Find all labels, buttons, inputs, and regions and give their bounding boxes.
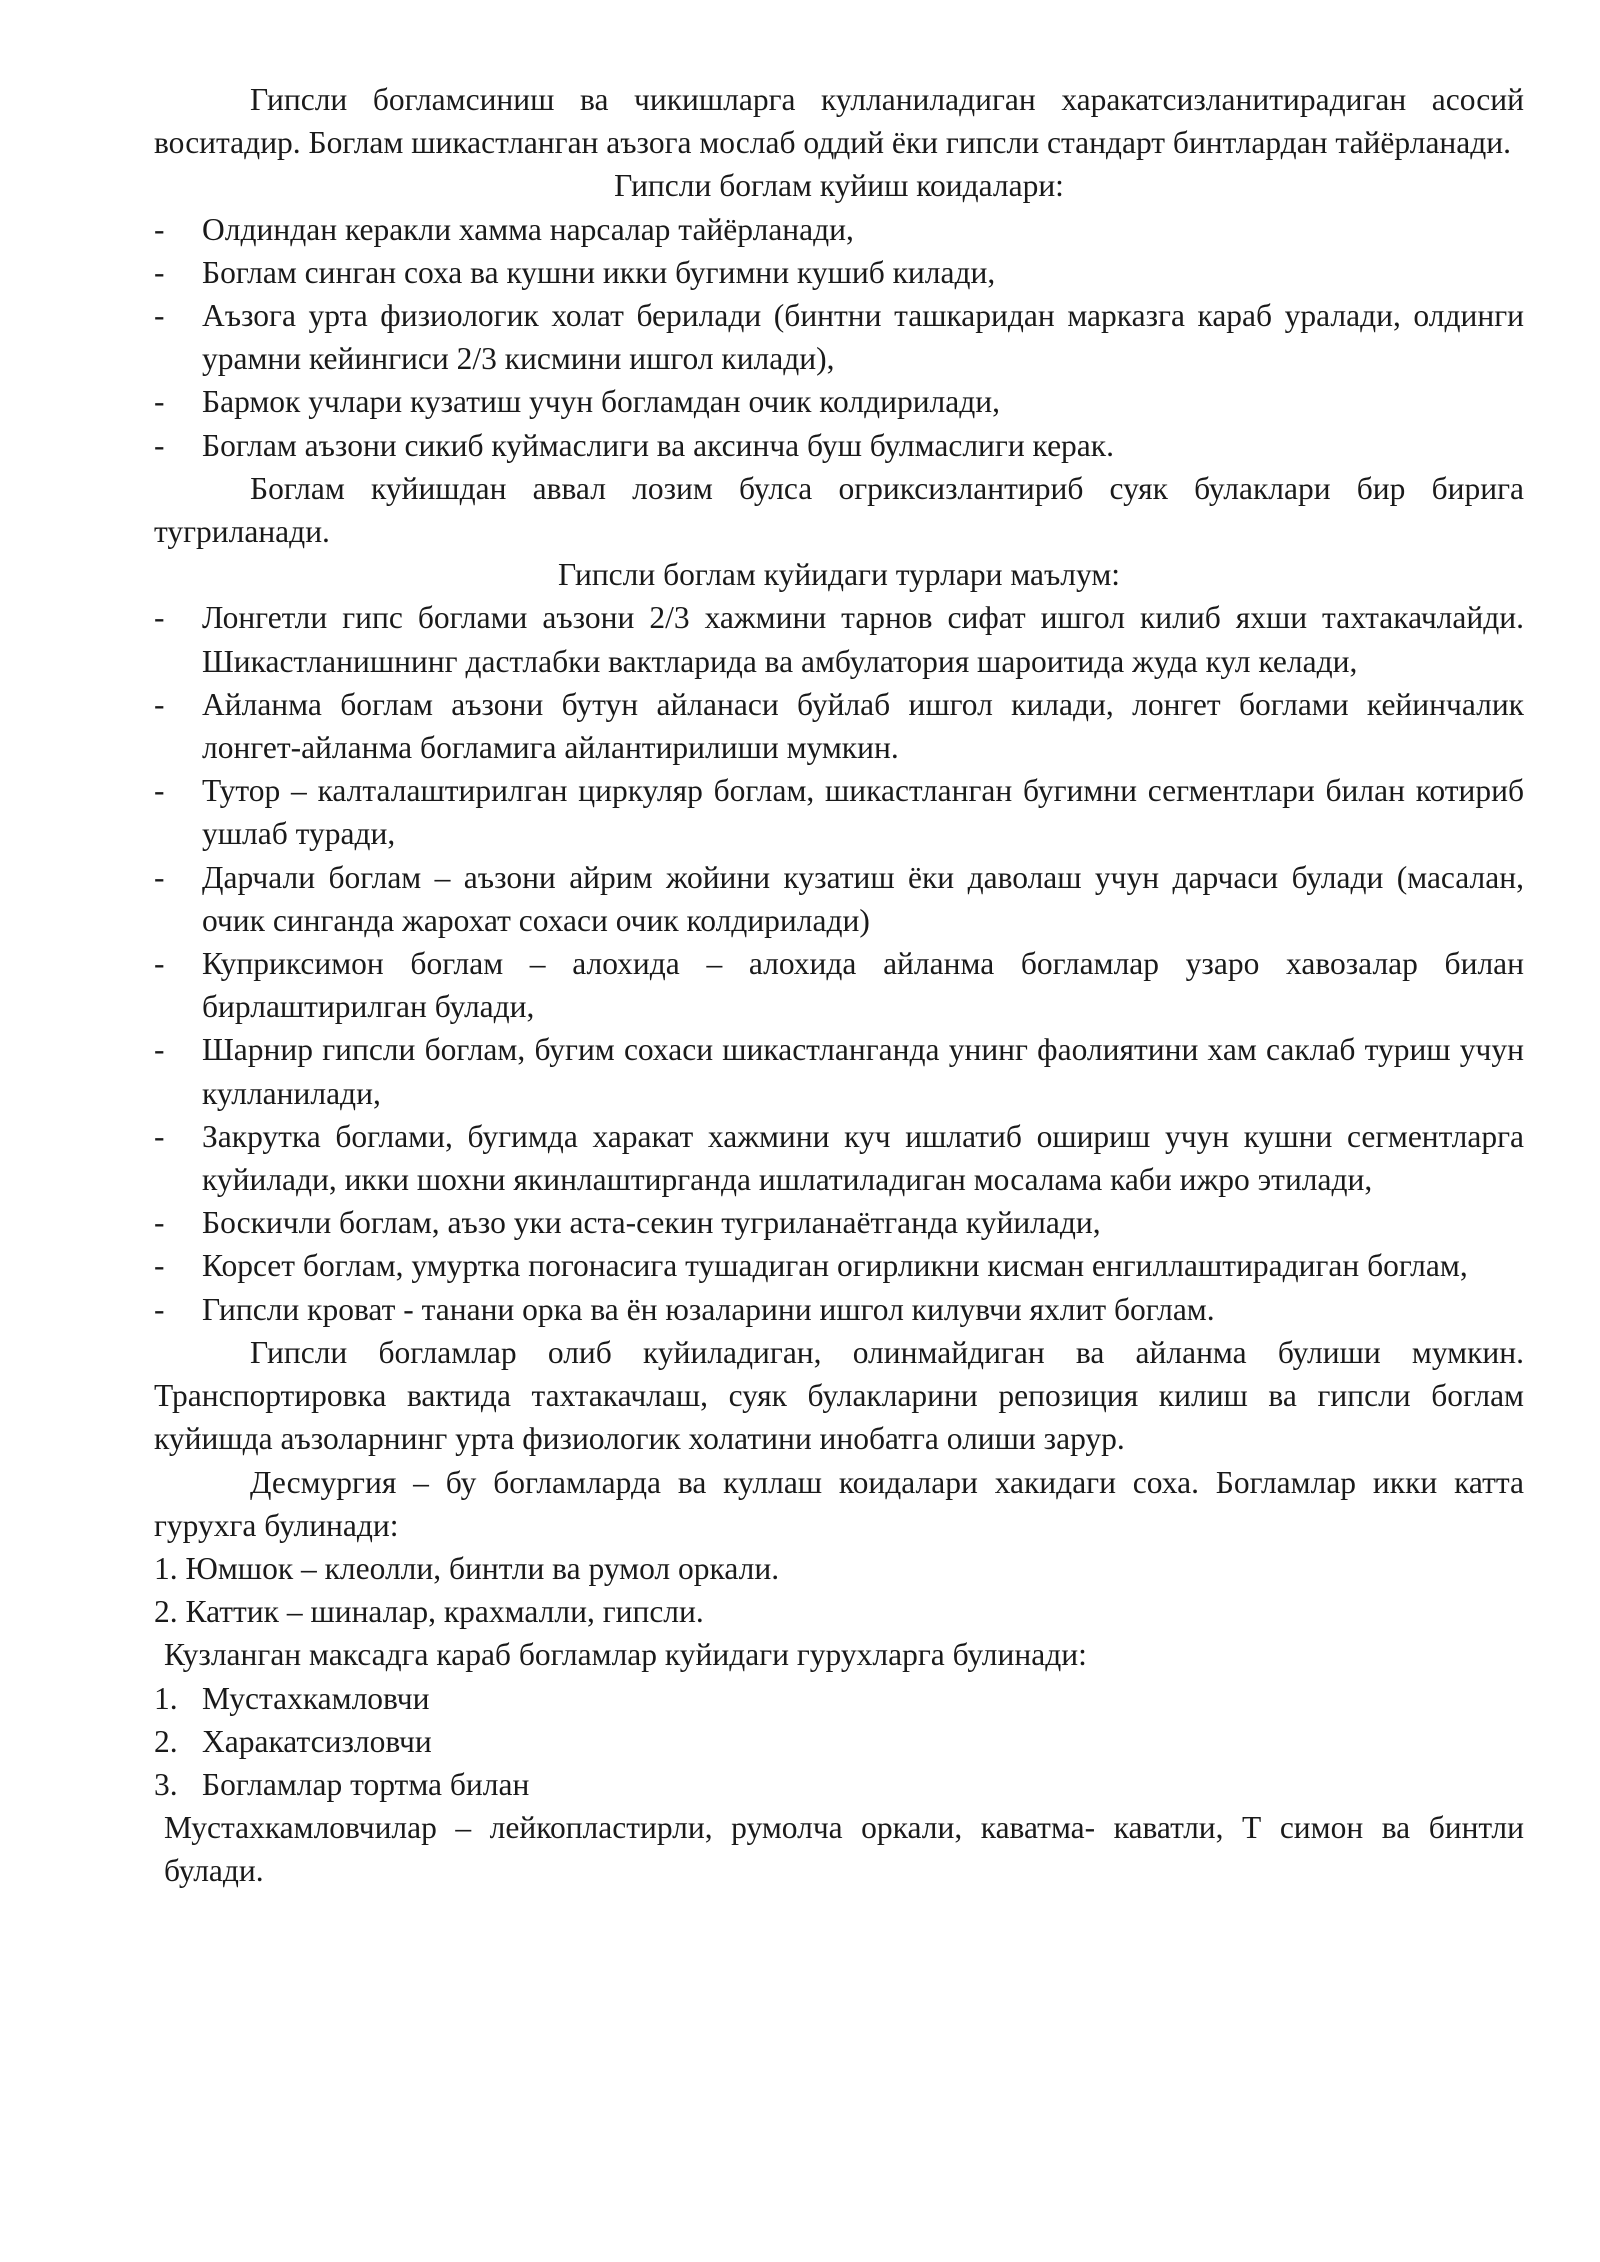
list-item [154,1115,1524,1201]
group-line-hard: 2. Каттик – шиналар, крахмалли, гипсли. [154,1594,704,1630]
list-item-text: Корсет боглам, умуртка погонасига тушадиган огирликни кисман енгиллаштирадиган боглам, [202,1248,1468,1284]
list-item-text: Куприксимон боглам – алохида – алохида айланма богламлар узаро хавозалар билан бирлаштирилган булади, [202,946,1524,1025]
list-item [154,380,1524,423]
rules-heading: Гипсли боглам куйиш коидалари: [614,168,1064,204]
document-page [154,78,1524,1893]
list-marker: 1. [154,1680,178,1716]
pre-paragraph: Боглам куйишдан аввал лозим булса огриксизлантириб суяк булаклари бир бирига тугриланади. [154,470,1524,550]
list-marker: - [154,427,165,463]
list-item-text: Шарнир гипсли боглам, бугим сохаси шикастланганда унинг фаолиятини хам саклаб туриш учун кулланилади, [202,1032,1524,1111]
list-marker: - [154,1205,165,1241]
list-marker: - [154,773,165,809]
list-item-text: Боскичли боглам, аъзо уки аста-секин тугриланаётганда куйилади, [202,1205,1101,1241]
list-item-text: Аъзога урта физиологик холат берилади (бинтни ташкаридан марказга караб уралади, олдинги урамни кейингиси 2/3 кисмини ишгол килади), [202,298,1524,377]
purpose-heading: Кузланган максадга караб богламлар куйидаги гурухларга булинади: [164,1637,1087,1673]
list-item [154,1720,1524,1763]
list-marker: - [154,1291,165,1327]
list-marker: - [154,254,165,290]
list-marker: 3. [154,1766,178,1802]
desmurgy-paragraph: Десмургия – бу богламларда ва куллаш коидалари хакидаги соха. Богламлар икки катта гурухга булинади: [154,1464,1524,1543]
list-marker: - [154,1248,165,1284]
list-item [154,1288,1524,1331]
intro-paragraph: Гипсли богламсиниш ва чикишларга кулланиладиган харакатсизланитирадиган асосий воситадир. Боглам шикастланган аъзога мослаб оддий ёки гипсли стандарт бинтлардан тайёрланади. [154,82,1524,161]
list-item-text: Боглам синган соха ва кушни икки бугимни кушиб килади, [202,254,996,290]
rules-list [154,208,1524,467]
list-item [154,1677,1524,1720]
final-paragraph: Мустахкамловчилар – лейкопластирли, румолча оркали, каватма- каватли, Т симон ва бинтли булади. [164,1810,1524,1889]
list-marker: - [154,298,165,334]
list-item [154,769,1524,855]
list-marker: - [154,859,165,895]
list-item-text: Харакатсизловчи [202,1723,432,1759]
types-list [154,596,1524,1330]
list-item-text: Олдиндан керакли хамма нарсалар тайёрланади, [202,211,854,247]
list-marker: - [154,946,165,982]
list-item [154,942,1524,1028]
list-item [154,596,1524,682]
list-item-text: Богламлар тортма билан [202,1766,530,1802]
list-item [154,251,1524,294]
list-item-text: Бармок учлари кузатиш учун богламдан очик колдирилади, [202,384,1001,420]
list-marker: - [154,1032,165,1068]
group-line-soft: 1. Юмшок – клеолли, бинтли ва румол оркали. [154,1550,780,1586]
list-item [154,1201,1524,1244]
list-item [154,1763,1524,1806]
list-item-text: Лонгетли гипс боглами аъзони 2/3 хажмини тарнов сифат ишгол килиб яхши тахтакачлайди. Шикастланишнинг дастлабки вактларида ва амбулатория шароитида жуда кул келади, [202,600,1524,679]
list-item-text: Дарчали боглам – аъзони айрим жойини кузатиш ёки даволаш учун дарчаси булади (масалан, очик синганда жарохат сохаси очик колдирилади) [202,859,1524,938]
list-item [154,208,1524,251]
list-marker: - [154,211,165,247]
types-heading: Гипсли боглам куйидаги турлари маълум: [557,557,1121,593]
removable-paragraph: Гипсли богламлар олиб куйиладиган, олинмайдиган ва айланма булиши мумкин. Транспортировка вактида тахтакачлаш, суяк булакларини репозиция килиш ва гипсли боглам куйишда аъзоларнинг урта физиологик холатини инобатга олиши зарур. [154,1334,1524,1457]
list-item-text: Боглам аъзони сикиб куймаслиги ва аксинча буш булмаслиги керак. [202,427,1114,463]
list-item [154,1028,1524,1114]
list-marker: - [154,600,165,636]
list-item-text: Мустахкамловчи [202,1680,430,1716]
list-item-text: Айланма боглам аъзони бутун айланаси буйлаб ишгол килади, лонгет боглами кейинчалик лонгет-айланма богламига айлантирилиши мумкин. [202,686,1524,766]
list-item-text: Закрутка боглами, бугимда харакат хажмини куч ишлатиб ошириш учун кушни сегментларга куйилади, икки шохни якинлаштирганда ишлатиладиган мосалама каби ижро этилади, [202,1118,1524,1198]
list-marker: 2. [154,1723,178,1759]
list-item-text: Тутор – калталаштирилган циркуляр боглам, шикастланган бугимни сегментлари билан котириб ушлаб туради, [202,773,1524,852]
purposes-list [154,1677,1524,1807]
list-item [154,424,1524,467]
list-marker: - [154,384,165,420]
list-item [154,856,1524,942]
list-marker: - [154,1118,165,1154]
list-item [154,294,1524,380]
list-marker: - [154,686,165,722]
list-item-text: Гипсли кроват - танани орка ва ён юзаларини ишгол килувчи яхлит боглам. [202,1291,1215,1327]
list-item [154,1244,1524,1287]
list-item [154,683,1524,769]
